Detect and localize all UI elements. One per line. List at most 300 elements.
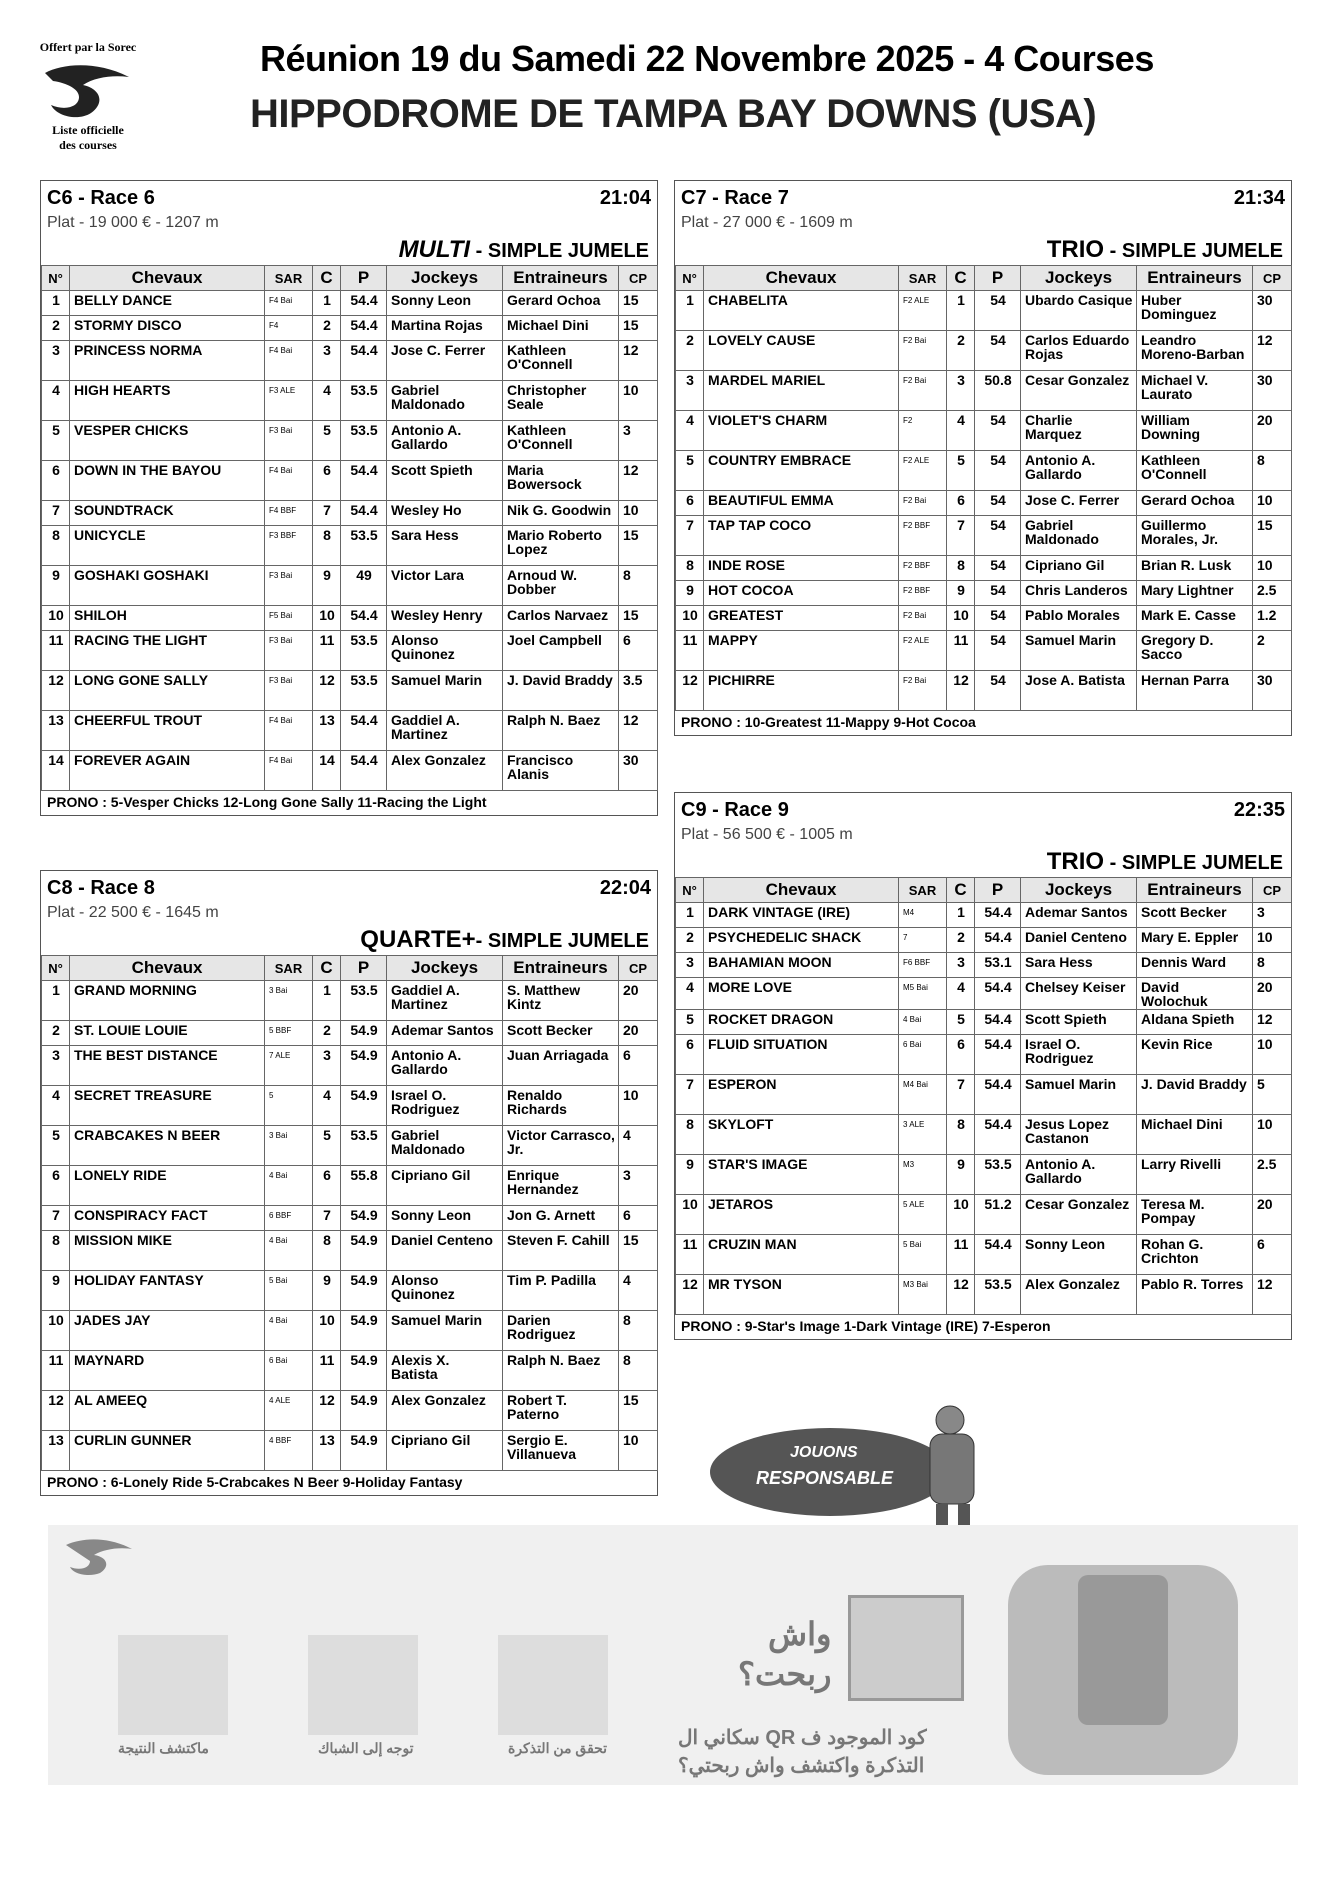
table-row [676,1195,1292,1235]
banner-text-1: سكاني ال QR كود الموجود ف [678,1727,927,1749]
cell-n: 14 [42,751,70,791]
cell-cp: 10 [1253,928,1292,953]
race-time: 21:04 [599,187,651,209]
cell-c: 4 [947,411,975,451]
cell-c: 4 [313,381,341,421]
column-header-p: P [341,956,387,981]
cell-horse: MARDEL MARIEL [704,371,899,411]
cell-trainer: Aldana Spieth [1137,1010,1253,1035]
cell-jockey: Ademar Santos [387,1021,503,1046]
cell-horse: HOT COCOA [704,581,899,606]
cell-horse: FLUID SITUATION [704,1035,899,1075]
cell-c: 11 [313,631,341,671]
cell-cp: 12 [1253,331,1292,371]
cell-sar: 4 ALE [265,1391,313,1431]
cell-jockey: Chelsey Keiser [1021,978,1137,1010]
cell-cp: 3 [1253,903,1292,928]
cell-jockey: Scott Spieth [387,461,503,501]
cell-trainer: Ralph N. Baez [503,1351,619,1391]
cell-n: 12 [42,1391,70,1431]
race-header [675,793,1291,823]
cell-c: 12 [947,1275,975,1315]
table-row [42,381,658,421]
cell-jockey: Antonio A. Gallardo [1021,1155,1137,1195]
cell-p: 53.5 [341,1126,387,1166]
cell-sar: M4 [899,903,947,928]
cell-sar: F2 Bai [899,491,947,516]
table-row [676,671,1292,711]
cell-c: 12 [313,1391,341,1431]
race-prono: PRONO : 10-Greatest 11-Mappy 9-Hot Cocoa [681,714,976,730]
race-card-6 [40,180,658,816]
column-header-sar: SAR [899,878,947,903]
cell-p: 54.9 [341,1021,387,1046]
cell-p: 54 [975,581,1021,606]
cell-c: 12 [947,671,975,711]
cell-c: 10 [313,1311,341,1351]
cell-cp: 6 [619,631,658,671]
cell-trainer: Juan Arriagada [503,1046,619,1086]
column-header-c: C [947,266,975,291]
cell-horse: FOREVER AGAIN [70,751,265,791]
cell-cp: 6 [619,1046,658,1086]
cell-cp: 3 [619,421,658,461]
cell-p: 55.8 [341,1166,387,1206]
runners-table [675,877,1292,1315]
cell-trainer: Jon G. Arnett [503,1206,619,1231]
cell-horse: MR TYSON [704,1275,899,1315]
cell-c: 3 [947,953,975,978]
table-row [676,1115,1292,1155]
column-header-sar: SAR [265,956,313,981]
table-row [42,1431,658,1471]
cell-c: 7 [313,501,341,526]
column-header-p: P [341,266,387,291]
column-header-sar: SAR [265,266,313,291]
race-code: C9 - Race 9 [681,799,789,821]
qr-code-icon [848,1595,964,1701]
cell-horse: VESPER CHICKS [70,421,265,461]
logo-bottom-text-1: Liste officielle [52,123,124,137]
cell-cp: 15 [619,291,658,316]
cell-trainer: Maria Bowersock [503,461,619,501]
cell-jockey: Alex Gonzalez [387,1391,503,1431]
cell-horse: ROCKET DRAGON [704,1010,899,1035]
cell-jockey: Sonny Leon [387,291,503,316]
table-header-row [676,878,1292,903]
cell-c: 5 [947,1010,975,1035]
cell-n: 8 [42,1231,70,1271]
cell-c: 8 [313,526,341,566]
cell-p: 53.5 [341,421,387,461]
cell-p: 54.4 [975,1010,1021,1035]
race-card-7 [674,180,1292,736]
cell-n: 5 [42,1126,70,1166]
cell-jockey: Jesus Lopez Castanon [1021,1115,1137,1155]
table-row [676,1075,1292,1115]
cell-trainer: Teresa M. Pompay [1137,1195,1253,1235]
cell-sar: F2 Bai [899,671,947,711]
step3-icon [498,1635,608,1735]
cell-n: 12 [676,671,704,711]
cell-cp: 10 [619,1086,658,1126]
cell-jockey: Gaddiel A. Martinez [387,711,503,751]
cell-p: 50.8 [975,371,1021,411]
cell-n: 9 [42,1271,70,1311]
column-header-c: C [313,266,341,291]
cell-horse: JETAROS [704,1195,899,1235]
table-row [676,953,1292,978]
cell-n: 1 [42,291,70,316]
main-bet-type: MULTI [398,236,471,263]
table-row [42,1166,658,1206]
table-row [42,1046,658,1086]
cell-p: 54.4 [975,1075,1021,1115]
cell-sar: F2 Bai [899,371,947,411]
cell-n: 2 [676,928,704,953]
logo-top-text: Offert par la Sorec [39,40,137,54]
table-row [676,1010,1292,1035]
cell-cp: 12 [1253,1010,1292,1035]
cell-horse: SOUNDTRACK [70,501,265,526]
cell-sar: 5 BBF [265,1021,313,1046]
cell-c: 3 [947,371,975,411]
table-row [42,341,658,381]
cell-p: 54.9 [341,1431,387,1471]
cell-jockey: Gaddiel A. Martinez [387,981,503,1021]
cell-horse: DARK VINTAGE (IRE) [704,903,899,928]
race-code: C7 - Race 7 [681,187,789,209]
cell-jockey: Israel O. Rodriguez [1021,1035,1137,1075]
cell-cp: 20 [619,1021,658,1046]
cell-c: 9 [947,581,975,606]
cell-c: 6 [313,1166,341,1206]
cell-sar: M5 Bai [899,978,947,1010]
cell-trainer: Brian R. Lusk [1137,556,1253,581]
cell-p: 54.4 [341,501,387,526]
cell-horse: PRINCESS NORMA [70,341,265,381]
cell-horse: INDE ROSE [704,556,899,581]
column-header-jockey: Jockeys [1021,266,1137,291]
other-bet-types: - SIMPLE JUMELE [475,930,649,952]
race-code: C6 - Race 6 [47,187,155,209]
cell-cp: 15 [619,606,658,631]
table-row [42,1311,658,1351]
cell-horse: CRABCAKES N BEER [70,1126,265,1166]
banner-title-1: واش [768,1616,832,1652]
cell-c: 8 [947,556,975,581]
cell-sar: F2 Bai [899,331,947,371]
column-header-horse: Chevaux [70,956,265,981]
cell-p: 54.9 [341,1351,387,1391]
cell-n: 6 [42,461,70,501]
table-row [42,291,658,316]
cell-p: 54 [975,491,1021,516]
cell-n: 2 [676,331,704,371]
cell-c: 6 [947,1035,975,1075]
cell-horse: UNICYCLE [70,526,265,566]
cell-cp: 3.5 [619,671,658,711]
cell-p: 54 [975,451,1021,491]
cell-cp: 20 [619,981,658,1021]
cell-p: 53.5 [341,381,387,421]
cell-jockey: Ubardo Casique [1021,291,1137,331]
cell-trainer: Arnoud W. Dobber [503,566,619,606]
cell-jockey: Jose A. Batista [1021,671,1137,711]
race-conditions: Plat - 19 000 € - 1207 m [47,214,219,231]
cell-sar: 3 Bai [265,981,313,1021]
cell-c: 2 [947,331,975,371]
cell-horse: JADES JAY [70,1311,265,1351]
cell-horse: CURLIN GUNNER [70,1431,265,1471]
cell-sar: F4 Bai [265,711,313,751]
cell-jockey: Jose C. Ferrer [1021,491,1137,516]
cell-c: 8 [313,1231,341,1271]
column-header-horse: Chevaux [70,266,265,291]
table-row [42,1231,658,1271]
cell-n: 8 [676,556,704,581]
cell-c: 1 [313,291,341,316]
table-row [676,331,1292,371]
cell-cp: 30 [1253,371,1292,411]
cell-trainer: Steven F. Cahill [503,1231,619,1271]
cell-cp: 10 [619,1431,658,1471]
cell-n: 8 [676,1115,704,1155]
cell-c: 8 [947,1115,975,1155]
cell-n: 7 [676,516,704,556]
cell-horse: DOWN IN THE BAYOU [70,461,265,501]
race-prono: PRONO : 9-Star's Image 1-Dark Vintage (IRE) 7-Esperon [681,1318,1051,1334]
cell-jockey: Gabriel Maldonado [387,381,503,421]
cell-n: 12 [676,1275,704,1315]
table-row [42,461,658,501]
cell-c: 10 [947,1195,975,1235]
cell-jockey: Alexis X. Batista [387,1351,503,1391]
cell-sar: F4 Bai [265,751,313,791]
cell-n: 5 [42,421,70,461]
cell-cp: 12 [1253,1275,1292,1315]
cell-cp: 8 [619,1311,658,1351]
cell-sar: 3 ALE [899,1115,947,1155]
column-header-horse: Chevaux [704,266,899,291]
cell-jockey: Samuel Marin [387,671,503,711]
cell-c: 9 [313,566,341,606]
table-row [42,711,658,751]
cell-trainer: Mark E. Casse [1137,606,1253,631]
cell-trainer: Scott Becker [503,1021,619,1046]
cell-n: 13 [42,1431,70,1471]
cell-n: 11 [42,631,70,671]
cell-jockey: Pablo Morales [1021,606,1137,631]
cell-n: 7 [676,1075,704,1115]
cell-c: 3 [313,341,341,381]
other-bet-types: - SIMPLE JUMELE [1104,852,1283,874]
cell-p: 53.5 [975,1275,1021,1315]
column-header-p: P [975,266,1021,291]
column-header-n: N° [676,878,704,903]
cell-horse: VIOLET'S CHARM [704,411,899,451]
cell-jockey: Cipriano Gil [387,1431,503,1471]
table-row [42,566,658,606]
cell-sar: F2 BBF [899,556,947,581]
cell-sar: 5 ALE [899,1195,947,1235]
cell-trainer: Larry Rivelli [1137,1155,1253,1195]
cell-p: 54.4 [341,711,387,751]
cell-sar: 6 BBF [265,1206,313,1231]
table-row [676,556,1292,581]
cell-cp: 20 [1253,411,1292,451]
table-row [676,1275,1292,1315]
cell-trainer: David Wolochuk [1137,978,1253,1010]
cell-p: 54 [975,411,1021,451]
cell-c: 12 [313,671,341,711]
race-conditions: Plat - 22 500 € - 1645 m [47,904,219,921]
cell-n: 6 [676,491,704,516]
cell-p: 54.4 [975,903,1021,928]
cell-p: 54.9 [341,1206,387,1231]
cell-trainer: Robert T. Paterno [503,1391,619,1431]
cell-cp: 6 [619,1206,658,1231]
cell-jockey: Samuel Marin [387,1311,503,1351]
table-row [42,671,658,711]
cell-sar: F2 ALE [899,291,947,331]
runners-table [41,955,658,1471]
cell-sar: F3 Bai [265,631,313,671]
cell-cp: 10 [1253,1115,1292,1155]
banner-step3: تحقق من التذكرة [508,1740,608,1756]
cell-c: 5 [313,1126,341,1166]
column-header-n: N° [676,266,704,291]
cell-cp: 8 [1253,451,1292,491]
cell-c: 13 [313,1431,341,1471]
cell-jockey: Samuel Marin [1021,1075,1137,1115]
table-row [676,1235,1292,1275]
cell-horse: MORE LOVE [704,978,899,1010]
cell-horse: CRUZIN MAN [704,1235,899,1275]
cell-horse: COUNTRY EMBRACE [704,451,899,491]
cell-p: 54.4 [341,316,387,341]
cell-cp: 2 [1253,631,1292,671]
table-header-row [42,266,658,291]
cell-cp: 8 [619,566,658,606]
cell-n: 4 [676,978,704,1010]
cell-n: 1 [676,903,704,928]
cell-cp: 4 [619,1271,658,1311]
column-header-jockey: Jockeys [1021,878,1137,903]
cell-sar: F3 Bai [265,566,313,606]
cell-p: 54.9 [341,1086,387,1126]
cell-p: 54.9 [341,1046,387,1086]
cell-p: 54 [975,631,1021,671]
banner-step1: ماكتشف النتيجة [118,1740,209,1756]
cell-c: 10 [947,606,975,631]
cell-c: 11 [947,1235,975,1275]
column-header-cp: CP [1253,878,1292,903]
cell-trainer: Mary Lightner [1137,581,1253,606]
cell-trainer: Christopher Seale [503,381,619,421]
cell-c: 1 [313,981,341,1021]
cell-horse: LOVELY CAUSE [704,331,899,371]
cell-trainer: Enrique Hernandez [503,1166,619,1206]
race-header [675,181,1291,211]
cell-horse: CONSPIRACY FACT [70,1206,265,1231]
cell-sar: F2 [899,411,947,451]
cell-cp: 4 [619,1126,658,1166]
cell-p: 54 [975,291,1021,331]
column-header-n: N° [42,266,70,291]
cell-jockey: Carlos Eduardo Rojas [1021,331,1137,371]
cell-c: 11 [947,631,975,671]
banner-title-2: ربحت؟ [738,1656,832,1692]
cell-sar: 7 ALE [265,1046,313,1086]
step2-icon [308,1635,418,1735]
cell-c: 4 [947,978,975,1010]
cell-n: 10 [676,1195,704,1235]
cell-sar: F4 BBF [265,501,313,526]
table-row [42,316,658,341]
table-row [42,606,658,631]
cell-n: 11 [42,1351,70,1391]
cell-n: 6 [42,1166,70,1206]
main-bet-type: TRIO [1046,848,1105,875]
cell-p: 54 [975,516,1021,556]
cell-sar: F2 ALE [899,631,947,671]
cell-n: 9 [676,581,704,606]
cell-n: 3 [676,953,704,978]
cell-trainer: Ralph N. Baez [503,711,619,751]
cell-trainer: Michael Dini [1137,1115,1253,1155]
cell-jockey: Antonio A. Gallardo [387,421,503,461]
cell-horse: SHILOH [70,606,265,631]
cell-trainer: William Downing [1137,411,1253,451]
cell-horse: MAYNARD [70,1351,265,1391]
cell-p: 54.9 [341,1231,387,1271]
cell-jockey: Chris Landeros [1021,581,1137,606]
qr-promo-banner [48,1525,1298,1785]
cell-sar: F4 Bai [265,461,313,501]
cell-p: 54 [975,556,1021,581]
cell-horse: CHEERFUL TROUT [70,711,265,751]
cell-p: 53.5 [341,526,387,566]
phone-icon [1078,1575,1168,1725]
cell-cp: 20 [1253,1195,1292,1235]
race-conditions: Plat - 27 000 € - 1609 m [681,214,853,231]
cell-cp: 15 [1253,516,1292,556]
cell-jockey: Wesley Ho [387,501,503,526]
column-header-cp: CP [1253,266,1292,291]
cell-n: 9 [42,566,70,606]
banner-text-2: التذكرة واكتشف واش ربحتي؟ [678,1755,925,1777]
runners-table [675,265,1292,711]
cell-horse: THE BEST DISTANCE [70,1046,265,1086]
cell-sar: 6 Bai [899,1035,947,1075]
cell-trainer: Kevin Rice [1137,1035,1253,1075]
cell-jockey: Cipriano Gil [1021,556,1137,581]
cell-sar: F4 Bai [265,341,313,381]
cell-p: 49 [341,566,387,606]
cell-cp: 10 [1253,491,1292,516]
table-row [676,1035,1292,1075]
logo-bottom-text-2: des courses [59,138,117,152]
cell-sar: F2 BBF [899,516,947,556]
jouons-line2: RESPONSABLE [756,1468,894,1488]
cell-n: 3 [676,371,704,411]
race-time: 22:35 [1233,799,1285,821]
cell-n: 10 [676,606,704,631]
cell-c: 5 [313,421,341,461]
cell-horse: BELLY DANCE [70,291,265,316]
cell-trainer: Kathleen O'Connell [503,421,619,461]
